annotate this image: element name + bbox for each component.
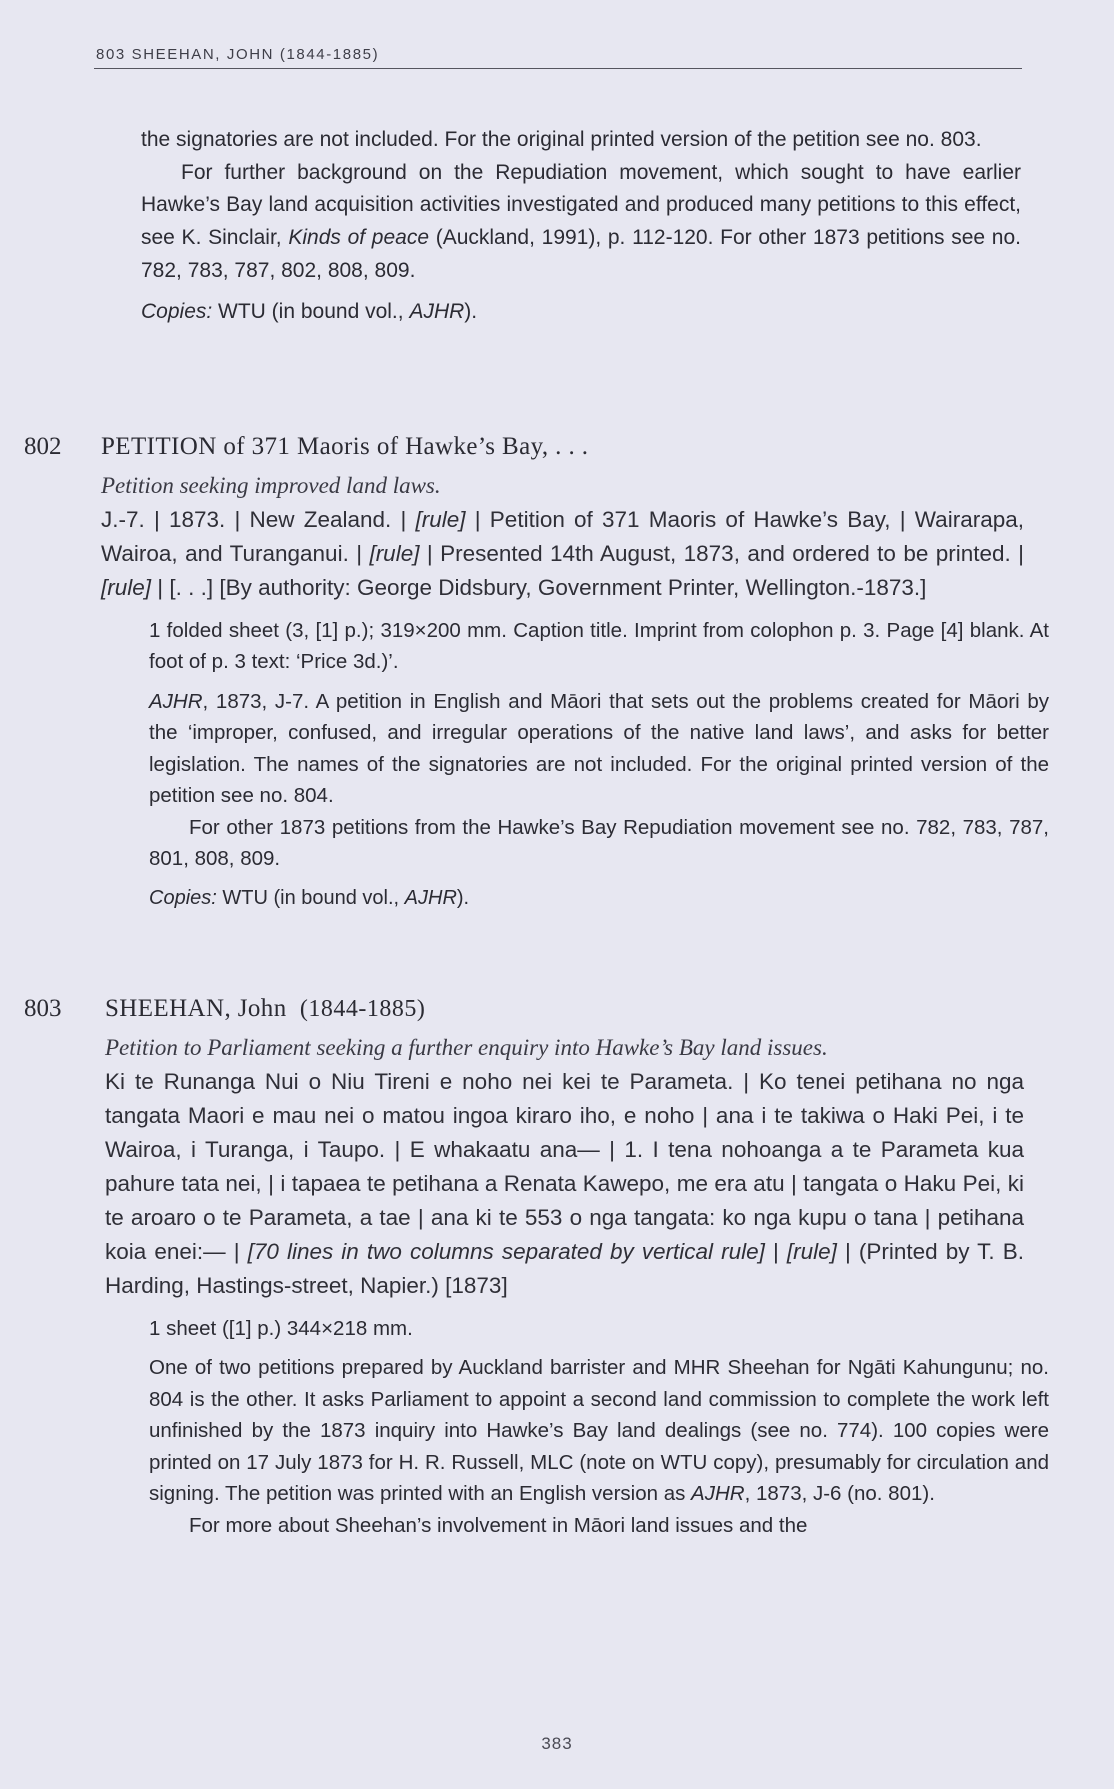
ajhr-abbrev: AJHR xyxy=(409,299,465,323)
copies-label: Copies: xyxy=(149,886,217,909)
note-text: One of two petitions prepared by Auckland barrister and MHR Sheehan for Ngāti Kahungunu; no. 804 is the other. It asks Parliament to appoint a second land commission to complete the work left unfinished by the 1873 inquiry into Hawke’s Bay land dealings (see no. 774). 100 copies were printed on 17 July 1873 for H. R. Russell, MLC (note on WTU copy), presumably for circulation and signing. The petition was printed with an English version as xyxy=(149,1356,1049,1505)
copies-line xyxy=(141,296,1021,329)
rule-marker: [rule] xyxy=(786,1238,837,1264)
note-text: , 1873, J-7. A petition in English and Māori that sets out the problems created for Māori by the ‘improper, confused, and irregular operations of the native land laws’, and asks for better legislation. The names of the signatories are not included. For the original printed version of the petition see no. 804. xyxy=(149,689,1049,807)
entry-number: 803 xyxy=(24,995,62,1022)
physical-description: 1 sheet ([1] p.) 344×218 mm. xyxy=(149,1316,413,1340)
rule-marker: [rule] xyxy=(369,540,420,566)
entry-description: Petition seeking improved land laws. xyxy=(101,473,441,498)
ajhr-abbrev: AJHR xyxy=(691,1482,745,1505)
note-paragraph: For other 1873 petitions from the Hawke’s Bay Repudiation movement see no. 782, 783, 787, 801, 808, 809. xyxy=(149,815,1049,870)
note-paragraph xyxy=(149,1352,1049,1510)
rule-marker: [rule] xyxy=(415,506,466,532)
author-dates: (1844-1885) xyxy=(299,996,426,1022)
editorial-note: [70 lines in two columns separated by vertical rule] xyxy=(247,1238,765,1264)
note-paragraph xyxy=(141,124,1021,157)
note-text: (Auckland, 1991), p. 112-120. For other 1873 petitions see no. 782, 783, 787, 802, 808, 809. xyxy=(141,226,1021,282)
note-text: , 1873, J-6 (no. 801). xyxy=(744,1482,935,1505)
transcription-text: | [. . .] [By authority: George Didsbury, Government Printer, Wellington.-1873.] xyxy=(151,574,927,600)
transcription-text: | xyxy=(764,1238,787,1264)
transcription-text: Ki te Runanga Nui o Niu Tireni e noho nei kei te Parameta. | Ko tenei petihana no nga tangata Maori e mau nei o matou ingoa kiraro iho, e noho | ana i te takiwa o Haki Pei, i te Wairoa, i Turanga, i Taupo. | E whakaatu ana— | 1. I tena nohoanga a te Parameta kua pahure tata nei, | i tapaea te petihana a Renata Kawepo, me era atu | tangata o Haku Pei, ki te aroaro o te Parameta, a tae | ana ki te 553 o nga tangata: ko nga kupu o tana | petihana koia enei:— | xyxy=(105,1068,1024,1264)
title-page-transcription xyxy=(105,1065,1024,1303)
continued-entry-notes xyxy=(141,124,1021,328)
entry-heading xyxy=(24,995,1024,1031)
copies-text: ). xyxy=(456,886,470,909)
transcription-text: | Petition of 371 Maoris of Hawke’s Bay, | Wairarapa, Wairoa, and Turanganui. | xyxy=(101,506,1024,566)
rule-marker: [rule] xyxy=(101,574,152,600)
copies-text: WTU (in bound vol., xyxy=(216,886,405,909)
entry-heading xyxy=(24,433,1024,469)
copies-line xyxy=(149,883,1049,915)
header-rule xyxy=(94,68,1022,69)
author-name: SHEEHAN, John xyxy=(105,995,287,1022)
note-paragraph xyxy=(149,686,1049,812)
entry-number: 802 xyxy=(24,433,62,460)
transcription-text: | (Printed by T. B. Harding, Hastings-street, Napier.) [1873] xyxy=(105,1238,1024,1298)
physical-description: 1 folded sheet (3, [1] p.); 319×200 mm. Caption title. Imprint from colophon p. 3. Page [4] blank. At foot of p. 3 text: ‘Price 3d.)’. xyxy=(149,618,1049,673)
entry-title xyxy=(105,995,425,1023)
transcription-text: | Presented 14th August, 1873, and ordered to be printed. | xyxy=(419,540,1024,566)
ajhr-abbrev: AJHR xyxy=(404,886,457,909)
entry-description: Petition to Parliament seeking a further enquiry into Hawke’s Bay land issues. xyxy=(105,1035,828,1060)
note-paragraph: For more about Sheehan’s involvement in Māori land issues and the xyxy=(189,1513,808,1537)
note-text: For further background on the Repudiation movement, which sought to have earlier Hawke’s Bay land acquisition activities investigated and produced many petitions to this effect, see K. Sinclair, xyxy=(141,160,1021,250)
copies-text: WTU (in bound vol., xyxy=(212,299,410,323)
note-paragraph xyxy=(141,157,1021,288)
entry-notes xyxy=(149,615,1049,915)
title-page-transcription xyxy=(101,503,1024,605)
entry-803 xyxy=(24,995,1049,1541)
page-number: 383 xyxy=(541,1734,573,1753)
book-title: Kinds of peace xyxy=(288,226,430,250)
running-head: 803 SHEEHAN, JOHN (1844-1885) xyxy=(96,46,380,63)
entry-802 xyxy=(24,433,1049,914)
ajhr-abbrev: AJHR xyxy=(149,689,203,713)
copies-text: ). xyxy=(464,299,478,323)
entry-notes xyxy=(149,1313,1049,1542)
transcription-text: J.-7. | 1873. | New Zealand. | xyxy=(101,506,416,532)
copies-label: Copies: xyxy=(141,299,213,323)
note-text: the signatories are not included. For the original printed version of the petition see no. 803. xyxy=(141,128,982,151)
entry-title: PETITION of 371 Maoris of Hawke’s Bay, . . . xyxy=(101,433,589,460)
